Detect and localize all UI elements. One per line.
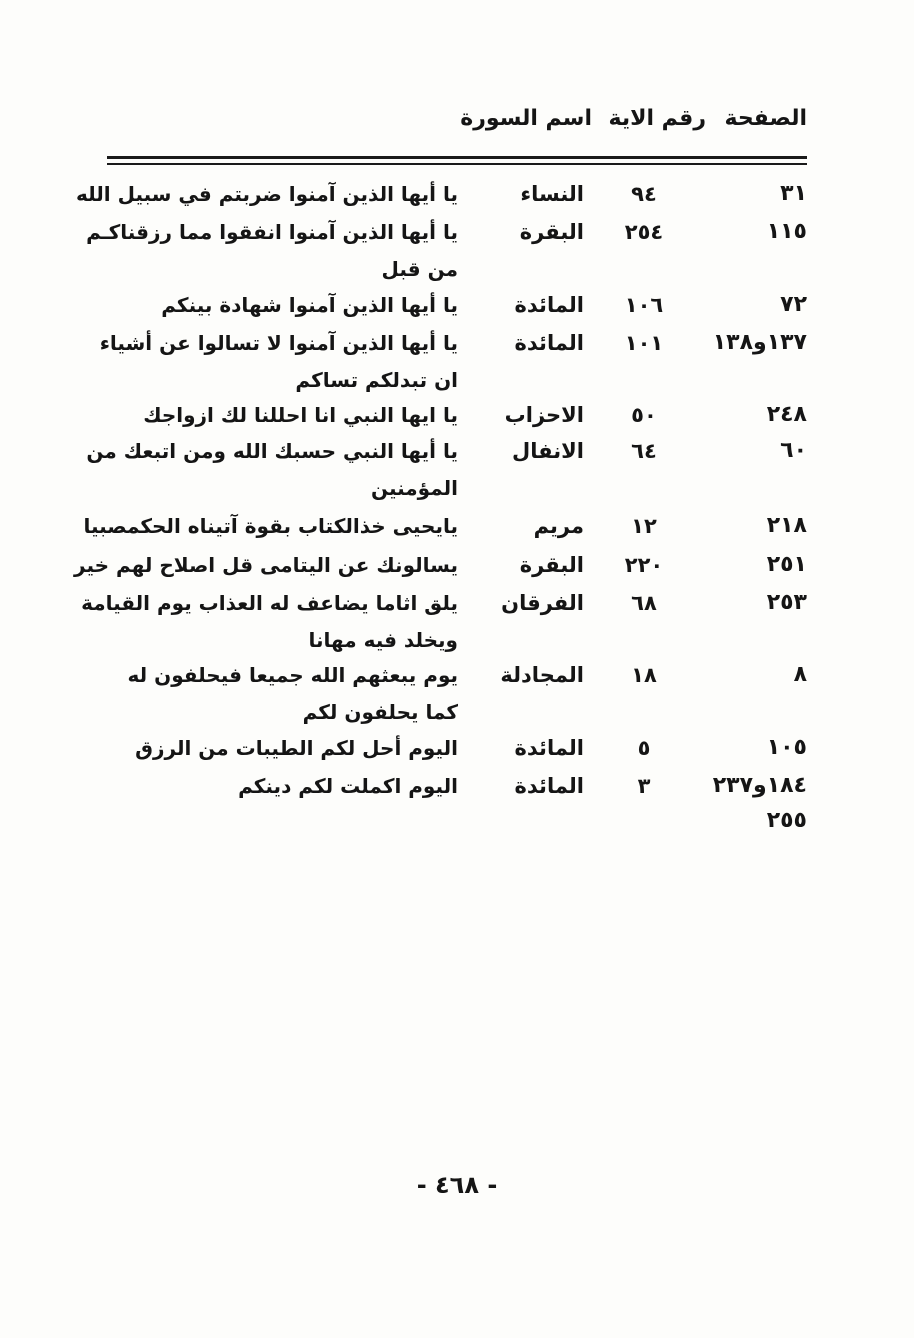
verse-text (106, 730, 458, 767)
verse-text-line: يا أيها الذين آمنوا انفقوا مما رزقناكـم (86, 220, 458, 244)
verse-text (106, 768, 458, 805)
verse-number: ٣ (637, 774, 651, 798)
verse-number: ٦٤ (631, 439, 657, 463)
verse-text (83, 508, 458, 545)
verse-number: ١٠٦ (624, 293, 664, 317)
verse-text (106, 657, 458, 731)
page-reference: ٦٠ (780, 438, 807, 463)
page-reference: ٢٤٨ (766, 402, 807, 427)
surah-name-column-header: اسم السورة (460, 106, 592, 131)
surah-name: النساء (520, 182, 584, 206)
verse-text-line: اليوم أحل لكم الطيبات من الرزق (135, 736, 458, 760)
verse-text-line: ويخلد فيه مهانا (308, 628, 458, 652)
surah-name: مريم (533, 514, 584, 538)
page-reference: ٨ (793, 662, 807, 687)
page-reference: ٧٢ (780, 292, 807, 317)
surah-name: البقرة (519, 553, 584, 577)
surah-name: الفرقان (501, 591, 584, 615)
surah-name: المائدة (514, 774, 584, 798)
verse-text-line: يا ايها النبي انا احللنا لك ازواجك (143, 403, 458, 427)
page-column-header: الصفحة (724, 106, 807, 131)
surah-name: البقرة (519, 220, 584, 244)
verse-number: ١٢ (631, 514, 657, 538)
page-number: - ٤٦٨ - (416, 1171, 498, 1199)
page-reference: ٢٥١ (766, 552, 807, 577)
verse-text-line: اليوم اكملت لكم دينكم (238, 774, 458, 798)
surah-name: المائدة (514, 736, 584, 760)
page-reference: ٣١ (780, 181, 807, 206)
verse-text-line: يلق اثاما يضاعف له العذاب يوم القيامة (81, 591, 458, 615)
verse-number: ١٠١ (624, 331, 664, 355)
verse-number-column-header: رقم الاية (608, 106, 706, 131)
verse-number: ٩٤ (631, 182, 657, 206)
page-reference: ٢٥٣ (766, 590, 807, 615)
verse-text (81, 585, 458, 659)
page-reference: ١٣٧و١٣٨ (712, 330, 807, 355)
verse-text (106, 397, 458, 434)
verse-text (74, 547, 458, 584)
verse-number: ٥ (637, 736, 651, 760)
surah-name: المائدة (514, 293, 584, 317)
verse-text-line: يوم يبعثهم الله جميعا فيحلفون له (127, 663, 458, 687)
verse-text-line: يا أيها الذين آمنوا لا تسالوا عن أشياء (99, 331, 458, 355)
surah-name: المائدة (514, 331, 584, 355)
page-reference: ٢١٨ (766, 513, 807, 538)
verse-text (106, 287, 458, 324)
verse-number: ٦٨ (631, 591, 657, 615)
header-rule-bottom (107, 163, 807, 165)
page-reference: ١٨٤و٢٣٧ (712, 773, 807, 798)
surah-name: المجادلة (500, 663, 584, 687)
surah-name: الاحزاب (504, 403, 584, 427)
header-rule-top (107, 156, 807, 159)
page-reference: ١٠٥ (766, 735, 807, 760)
verse-text-line: المؤمنين (370, 476, 458, 500)
verse-text-line: ان تبدلكم تساكم (295, 368, 458, 392)
verse-text-line: كما يحلفون لكم (302, 700, 458, 724)
verse-text-line: يسالونك عن اليتامى قل اصلاح لهم خير (74, 553, 458, 577)
verse-text-line: يا أيها الذين آمنوا شهادة بينكم (161, 293, 458, 317)
verse-text (86, 214, 458, 288)
verse-text-line: يا أيها الذين آمنوا ضربتم في سبيل الله (75, 182, 458, 206)
verse-number: ٢٥٤ (624, 220, 664, 244)
verse-text-line: يايحيى خذالكتاب بقوة آتيناه الحكمصبيا (83, 514, 458, 538)
page-reference: ١١٥ (766, 219, 807, 244)
verse-number: ٥٠ (631, 403, 657, 427)
verse-text (86, 433, 458, 507)
verse-number: ٢٢٠ (624, 553, 664, 577)
surah-name: الانفال (512, 439, 584, 463)
verse-text-line: يا أيها النبي حسبك الله ومن اتبعك من (86, 439, 458, 463)
verse-text-line: من قبل (381, 257, 458, 281)
verse-text (75, 176, 458, 213)
verse-number: ١٨ (631, 663, 657, 687)
page-reference: ٢٥٥ (766, 808, 807, 833)
verse-text (99, 325, 458, 399)
